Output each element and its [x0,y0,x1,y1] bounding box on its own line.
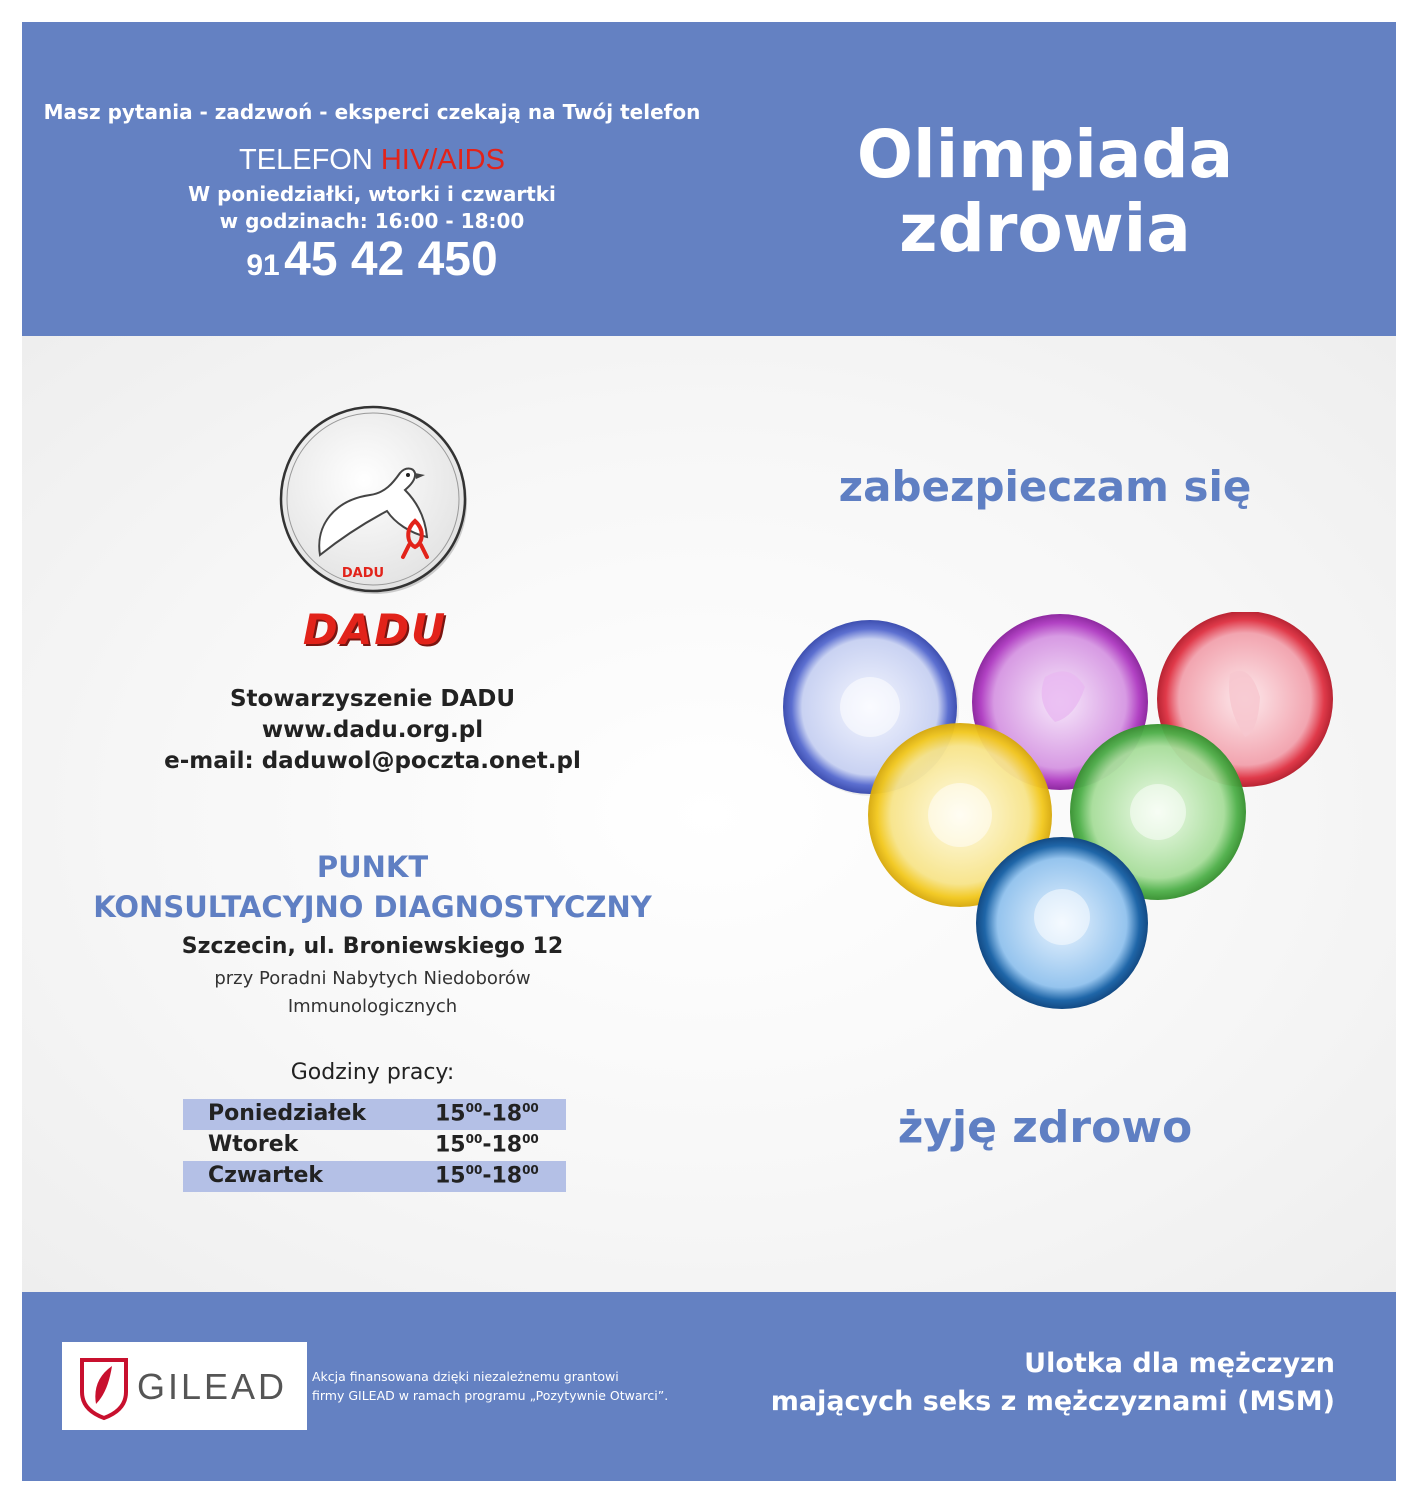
grant-line-1: Akcja finansowana dzięki niezależnemu grantowi [312,1369,619,1384]
org-website-link[interactable]: www.dadu.org.pl [261,717,484,743]
title-line-1: Olimpiada [856,116,1234,193]
slogan-top: zabezpieczam się [838,462,1252,511]
hours-time: $15^{00}-18^{00}$ [435,1101,539,1127]
hours-day: Czwartek [208,1163,324,1188]
hours-table [183,1099,566,1192]
org-name: Stowarzyszenie DADU [229,686,516,712]
hours-day: Poniedziałek [208,1101,367,1126]
hours-time: $15^{00}-18^{00}$ [435,1132,539,1158]
hotline-question: Masz pytania - zadzwoń - eksperci czekają na Twój telefon [43,100,701,124]
title-line-2: zdrowia [899,190,1191,267]
org-email-link[interactable]: e-mail: daduwol@poczta.onet.pl [164,748,581,774]
hotline-title [22,144,722,177]
hours-time: $15^{00}-18^{00}$ [435,1163,539,1189]
hotline-title-highlight: HIV/AIDS [380,144,505,176]
phone-prefix: 91 [246,249,280,282]
point-sub-1: przy Poradni Nabytych Niedoborów [214,968,531,989]
point-address: Szczecin, ul. Broniewskiego 12 [181,934,564,959]
slogan-bottom: żyję zdrowo [897,1102,1193,1153]
hours-row [183,1161,566,1192]
point-sub-2: Immunologicznych [287,996,458,1017]
hours-row [183,1099,566,1130]
ring-teal [976,837,1148,1009]
leaflet-line-2: mających seks z mężczyznami (MSM) [770,1386,1335,1417]
hotline-days: W poniedziałki, wtorki i czwartki [188,182,556,206]
grant-note [312,1367,692,1405]
dove-emblem-icon [275,405,475,600]
hours-day: Wtorek [208,1132,299,1157]
leaflet-line-1: Ulotka dla mężczyzn [1024,1348,1335,1379]
gilead-logo [62,1342,307,1430]
gilead-shield-icon [74,1352,134,1422]
point-heading-2: KONSULTACYJNO DIAGNOSTYCZNY [93,890,652,924]
gilead-wordmark: GILEAD [137,1366,288,1407]
dadu-logo [275,405,475,604]
hours-label: Godziny pracy: [290,1060,455,1085]
logo-ring-text: DADU [341,566,385,581]
hotline-phone[interactable] [22,232,722,287]
grant-line-2: firmy GILEAD w ramach programu „Pozytywnie Otwarci”. [312,1388,669,1403]
hotline-title-prefix: TELEFON [239,144,381,176]
phone-number: 45 42 450 [284,233,498,286]
page-title [740,118,1350,266]
point-heading-1: PUNKT [316,850,429,884]
olympic-rings-icon [780,612,1350,1022]
logo-wordmark: DADU [302,605,448,654]
hours-row [183,1130,566,1161]
condom-rings-illustration [780,612,1350,1026]
hotline-hours: w godzinach: 16:00 - 18:00 [219,209,525,233]
